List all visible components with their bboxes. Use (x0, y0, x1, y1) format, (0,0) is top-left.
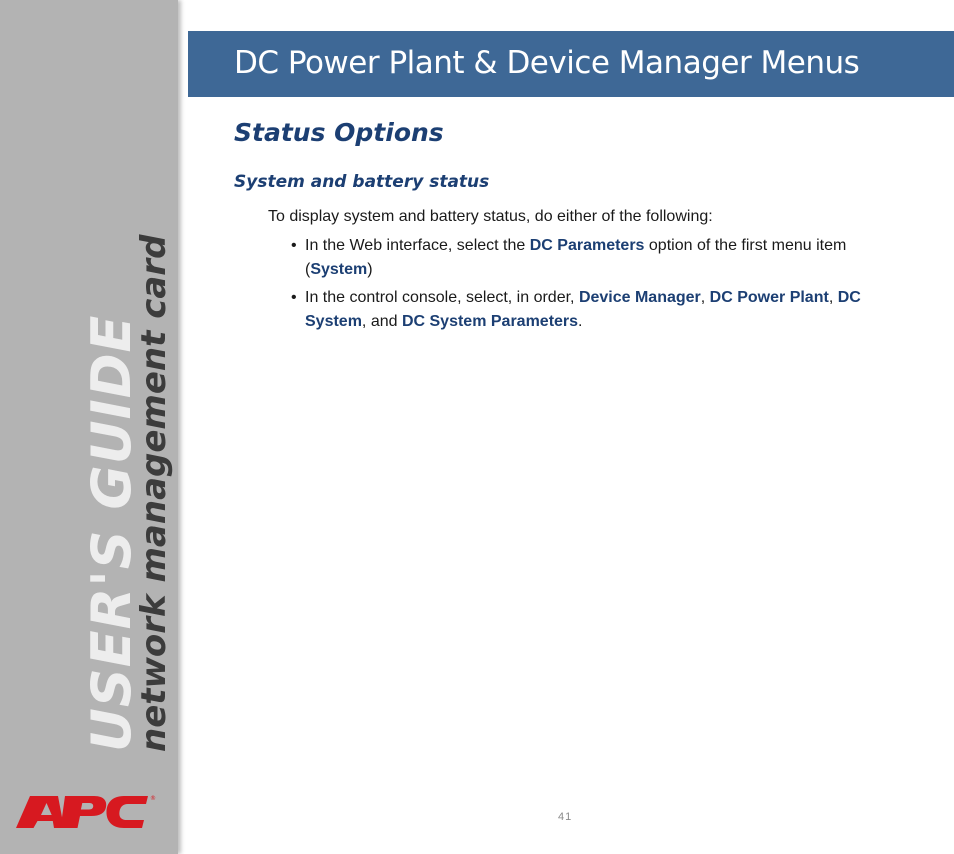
list-text: , (828, 289, 838, 306)
menu-keyword-dc-parameters: DC Parameters (529, 237, 645, 254)
sidebar (0, 0, 178, 854)
menu-keyword-system: System (310, 261, 368, 278)
instruction-list (291, 234, 861, 338)
list-text: In the Web interface, select the (305, 237, 530, 254)
sidebar-product-subtitle: network management card (134, 234, 174, 752)
list-text: , (700, 289, 710, 306)
apc-logo (16, 792, 158, 832)
page-title: DC Power Plant & Device Manager Menus (234, 45, 860, 81)
subsection-title: System and battery status (234, 172, 490, 192)
apc-logo-graphic (16, 792, 158, 832)
list-item (291, 286, 861, 334)
svg-text:®: ® (150, 795, 156, 802)
page-number: 41 (558, 811, 573, 823)
list-text: In the control console, select, in order, (305, 289, 579, 306)
header-bar (188, 31, 954, 97)
list-text: , and (361, 313, 402, 330)
menu-keyword-device-manager: Device Manager (578, 289, 701, 306)
bullet-marker: • (291, 237, 297, 254)
bullet-marker: • (291, 289, 297, 306)
menu-keyword-dc-power-plant: DC Power Plant (709, 289, 829, 306)
menu-keyword-dc-system: DC System (305, 289, 861, 330)
section-title: Status Options (234, 118, 444, 147)
list-item (291, 234, 861, 282)
list-text: . (578, 313, 583, 330)
list-text: option of the first menu item ( (305, 237, 847, 278)
intro-paragraph: To display system and battery status, do either of the following: (268, 208, 713, 225)
list-text: ) (367, 261, 373, 278)
sidebar-guide-title: USER'S GUIDE (80, 314, 143, 752)
menu-keyword-dc-system-parameters: DC System Parameters (401, 313, 579, 330)
